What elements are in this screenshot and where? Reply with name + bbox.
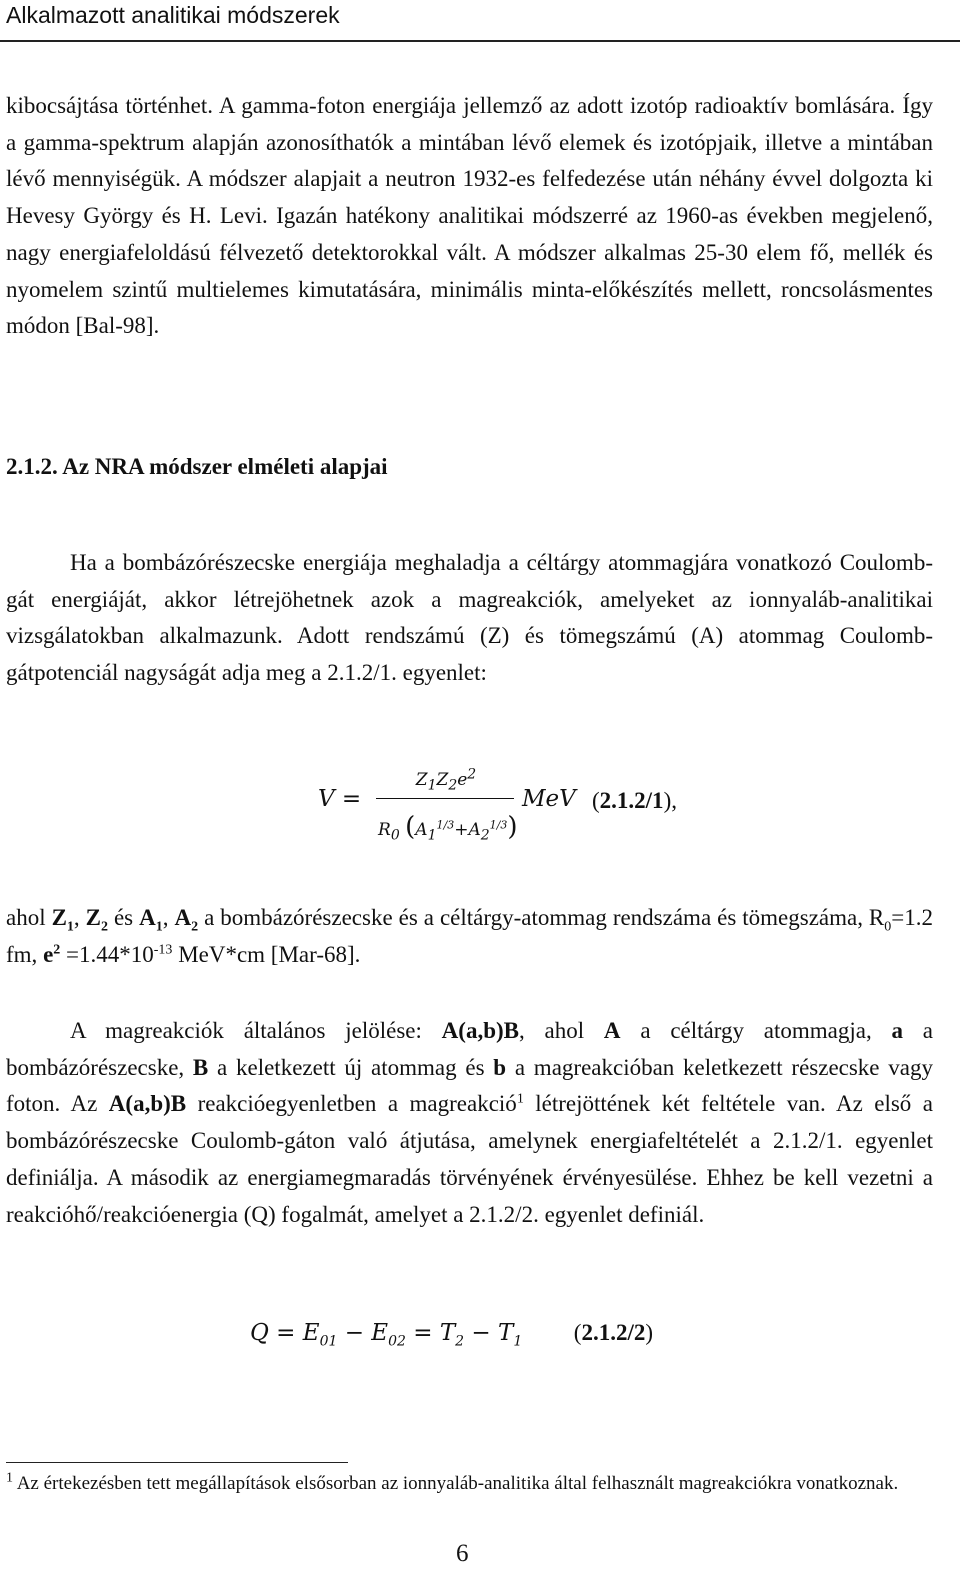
paragraph-reaction: A magreakciók általános jelölése: A(a,b)B, ahol A a céltárgy atommagja, a a bombázórészecske, B a keletkezett új atommag és b a magreakcióban keletkezett részecske vagy foton. Az A(a,b)B reakcióegyenletben a magreakció$^1$ létrejöttének két feltétele van. Az első a bombázórészecske Coulomb-gáton való átjutása, amelynek energiafeltételét a 2.1.2/1. egyenlet definiálja. A második az energiamegmaradás törvényének érvényesülése. Ehhez be kell vezetni a reakcióhő/reakcióenergia (Q) fogalmát, amelyet a 2.1.2/2. egyenlet definiál. (6, 1018, 933, 1227)
header-rule (0, 40, 960, 42)
footnote-reference[interactable]: 1 (516, 1091, 524, 1107)
footnote-mark: 1 (6, 1470, 13, 1486)
paragraph-symbols: ahol $Z_1$, $Z_2$ és $A_1$, $A_2$ a bombázórészecske és a céltárgy-atommag rendszáma és tömegszáma, $R_0=1.2$ fm, $e^2 =1.44*10^{-13}$ MeV*cm [Mar-68]. (6, 905, 934, 967)
eq1-denominator: $R_0$ $(A_1^{1/3}+A_2^{1/3})$ (378, 812, 518, 844)
eq1-numerator: $Z_1Z_2e^2$ (415, 766, 477, 794)
section-heading: 2.1.2. Az NRA módszer elméleti alapjai (6, 454, 388, 479)
equation-reaction-energy: $Q = E_{01} - E_{02} = T_2 - T_1$ (2.1.2/2) (250, 1320, 653, 1350)
paragraph-coulomb: Ha a bombázórészecske energiája meghaladja a céltárgy atommagjára vonatkozó Coulomb-gát energiáját, akkor létrejöhetnek azok a magreakciók, amelyeket az ionnyaláb-analitikai vizsgálatokban alkalmazunk. Adott rendszámú (Z) és tömegszámú (A) atommag Coulomb-gátpotenciál nagyságát adja meg a 2.1.2/1. egyenlet: (6, 550, 933, 686)
eq1-fraction-bar (376, 798, 514, 799)
paragraph-gamma: kibocsájtása történhet. A gamma-foton energiája jellemző az adott izotóp radioaktív bomlására. Így a gamma-spektrum alapján azonosíthatók a mintában lévő elemek és izotópjaik, illetve a mintában lévő mennyiségük. A módszer alapjait a neutron 1932-es felfedezése után néhány évvel dolgozta ki Hevesy György és H. Levi. Igazán hatékony analitikai módszerré az 1960-as években megjelenő, nagy energiafeloldású félvezető detektorokkal vált. A módszer alkalmas 25-30 elem fő, mellék és nyomelem szintű multielemes kimutatására, minimális minta-előkészítés mellett, roncsolásmentes módon [Bal-98]. (6, 93, 933, 339)
running-header: Alkalmazott analitikai módszerek (6, 2, 340, 28)
eq1-unit: MeV (522, 786, 576, 812)
page-number: 6 (456, 1540, 469, 1567)
footnote-rule (6, 1462, 348, 1463)
eq1-lhs: V = (318, 786, 362, 812)
eq1-label: (2.1.2/1), (592, 788, 677, 813)
footnote: $^1$ Az értekezésben tett megállapítások elsősorban az ionnyaláb-analitika által felhasznált magreakciókra vonatkoznak. (6, 1470, 899, 1494)
